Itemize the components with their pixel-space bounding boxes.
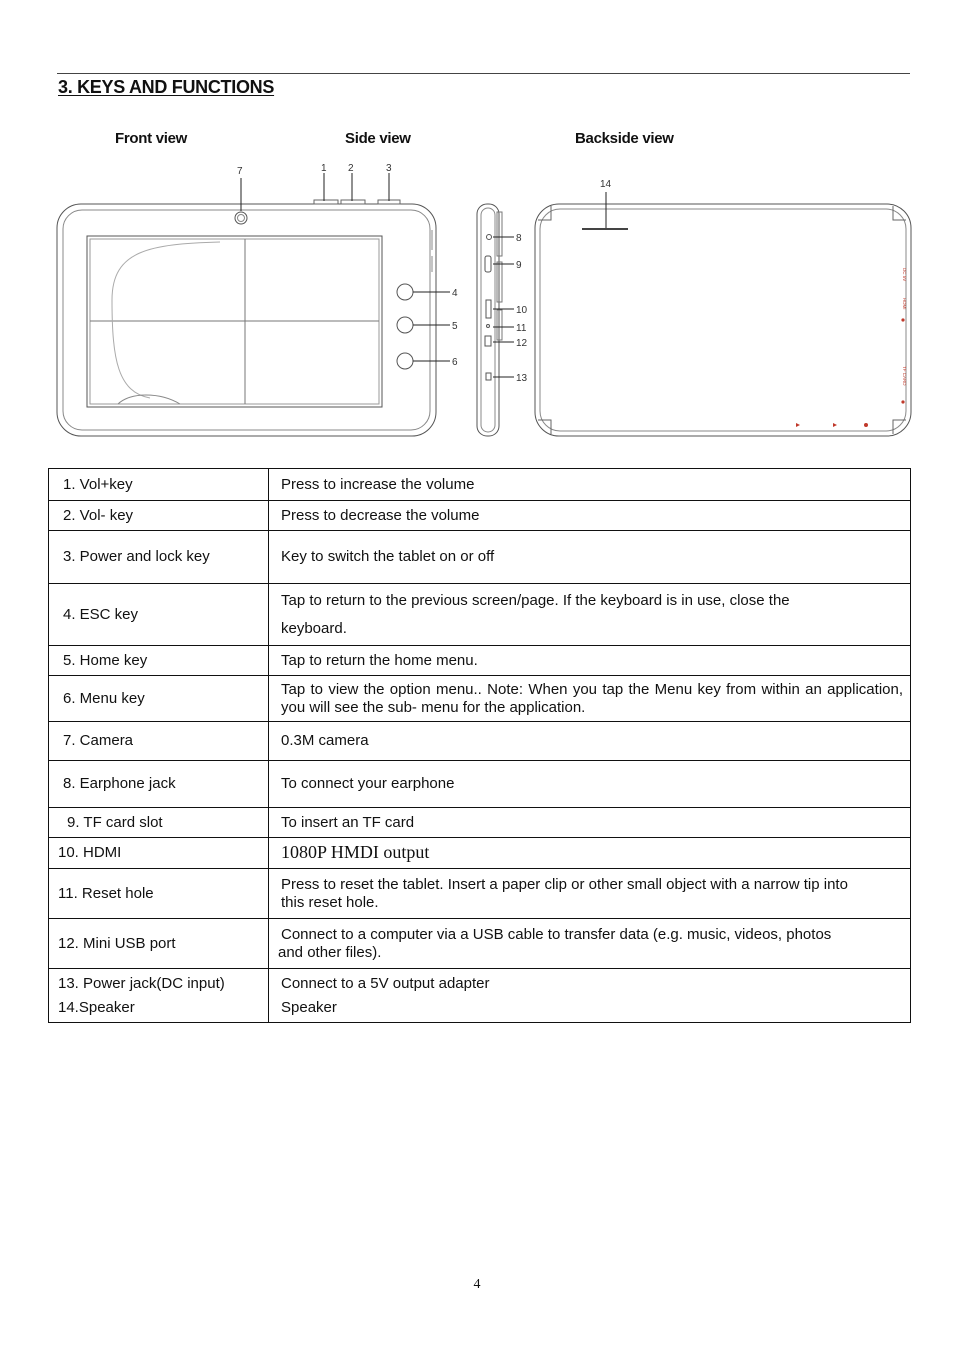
table-row (49, 969, 911, 1023)
description-line: Press to reset the tablet. Insert a paper clip or other small object with a narrow tip into (281, 875, 848, 893)
table-row (49, 722, 911, 761)
callout-7: 7 (237, 166, 243, 177)
callout-14: 14 (600, 179, 612, 190)
table-row (49, 531, 911, 584)
key-cell: 6. Menu key (49, 676, 269, 722)
callout-3: 3 (386, 163, 392, 174)
table-row (49, 838, 911, 869)
section-title: 3. KEYS AND FUNCTIONS (58, 77, 275, 97)
callout-4: 4 (452, 288, 458, 299)
table-row (49, 761, 911, 808)
tablet-diagram (0, 155, 954, 440)
page-number: 4 (473, 1277, 481, 1292)
description-cell: Press to decrease the volume (269, 501, 911, 531)
table-row (49, 869, 911, 919)
description-cell (269, 969, 911, 1023)
key-line: 14.Speaker (58, 998, 135, 1016)
table-row (49, 808, 911, 838)
back-label-dc: DC 5V (902, 268, 907, 282)
key-line: 13. Power jack(DC input) (58, 974, 225, 992)
back-tablet-outer (535, 204, 911, 436)
back-label-tf: TF CARD (902, 366, 907, 386)
description-cell: To insert an TF card (269, 808, 911, 838)
key-cell: 9. TF card slot (49, 808, 269, 838)
key-cell: 7. Camera (49, 722, 269, 761)
esc-key-icon (397, 284, 413, 300)
description-cell: Key to switch the tablet on or off (269, 531, 911, 584)
description-line: Connect to a computer via a USB cable to transfer data (e.g. music, videos, photos (281, 925, 832, 943)
callout-12: 12 (516, 338, 528, 349)
front-view-label: Front view (115, 130, 188, 147)
front-tablet-inner (63, 210, 430, 430)
key-cell: 8. Earphone jack (49, 761, 269, 808)
key-cell (49, 969, 269, 1023)
power-jack-icon (486, 373, 491, 380)
description-cell: Tap to view the option menu.. Note: When you tap the Menu key from within an application, you will see the sub- menu for the application. (269, 676, 911, 722)
callout-5: 5 (452, 321, 458, 332)
description-cell: 0.3M camera (269, 722, 911, 761)
callout-11: 11 (516, 323, 527, 334)
camera-icon (235, 212, 247, 224)
mini-usb-icon (485, 336, 491, 346)
back-label-hdmi: HDMI (902, 298, 907, 310)
table-row (49, 919, 911, 969)
key-cell: 12. Mini USB port (49, 919, 269, 969)
key-cell: 10. HDMI (49, 838, 269, 869)
tf-slot-icon (485, 256, 491, 272)
table-row (49, 469, 911, 501)
description-cell: Tap to return the home menu. (269, 646, 911, 676)
description-line: keyboard. (281, 619, 347, 637)
description-cell: To connect your earphone (269, 761, 911, 808)
callout-1: 1 (321, 163, 327, 174)
side-view-label: Side view (345, 130, 411, 147)
menu-key-icon (397, 353, 413, 369)
description-line: Connect to a 5V output adapter (281, 974, 490, 992)
key-cell: 5. Home key (49, 646, 269, 676)
table-row (49, 676, 911, 722)
table-row (49, 584, 911, 646)
callout-8: 8 (516, 233, 522, 244)
backside-view-label: Backside view (575, 130, 674, 147)
key-cell: 4. ESC key (49, 584, 269, 646)
key-cell: 3. Power and lock key (49, 531, 269, 584)
top-rule (57, 73, 910, 74)
key-cell: 1. Vol+key (49, 469, 269, 501)
hdmi-port-icon (486, 300, 491, 318)
key-cell: 2. Vol- key (49, 501, 269, 531)
keys-functions-table (48, 468, 911, 1023)
callout-10: 10 (516, 305, 528, 316)
description-cell: Press to increase the volume (269, 469, 911, 501)
description-cell: 1080P HMDI output (269, 838, 911, 869)
description-line: Speaker (281, 998, 337, 1016)
table-row (49, 646, 911, 676)
table-row (49, 501, 911, 531)
callout-9: 9 (516, 260, 522, 271)
description-line: this reset hole. (281, 893, 379, 911)
reset-hole-icon (487, 325, 490, 328)
description-cell (269, 584, 911, 646)
home-key-icon (397, 317, 413, 333)
earphone-jack-icon (487, 235, 492, 240)
description-cell (269, 869, 911, 919)
description-line: Tap to return to the previous screen/page. If the keyboard is in use, close the (281, 591, 790, 609)
description-cell (269, 919, 911, 969)
callout-13: 13 (516, 373, 528, 384)
description-line: and other files). (278, 943, 382, 961)
key-cell: 11. Reset hole (49, 869, 269, 919)
callout-2: 2 (348, 163, 354, 174)
callout-6: 6 (452, 357, 458, 368)
callout-numbers (237, 163, 612, 384)
